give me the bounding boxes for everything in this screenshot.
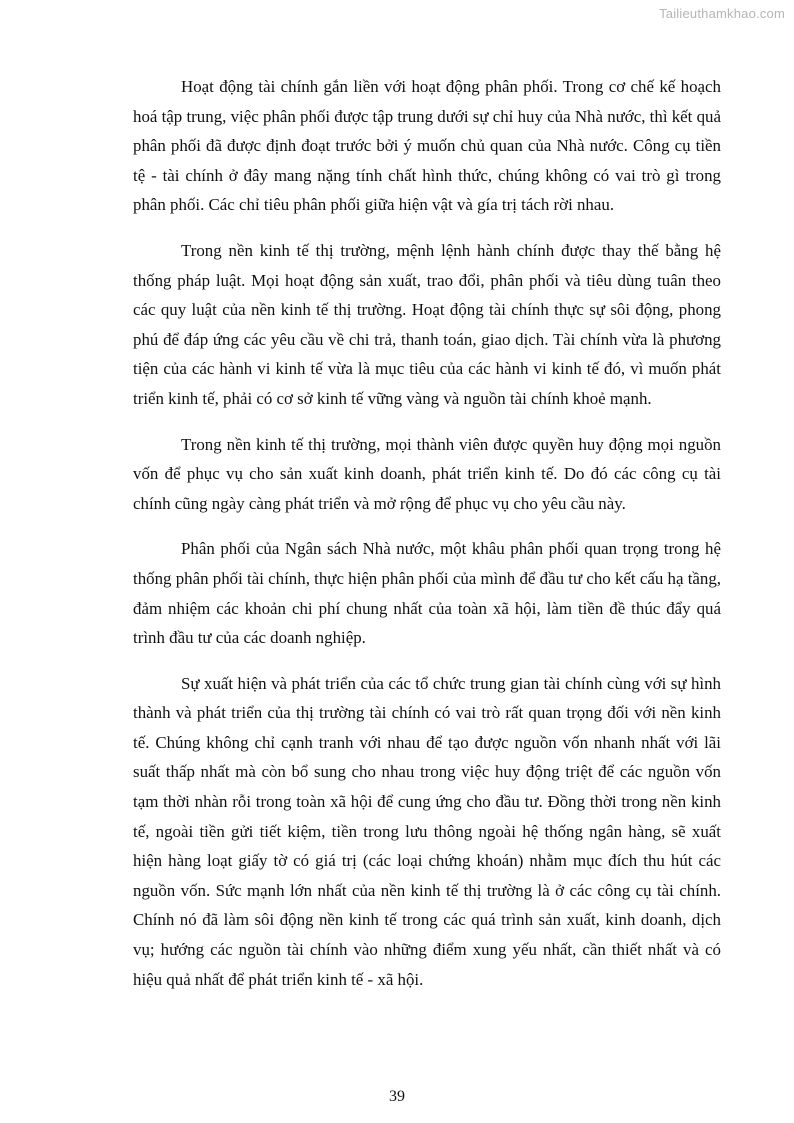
paragraph-3: Trong nền kinh tế thị trường, mọi thành viên được quyền huy động mọi nguồn vốn để phục vụ cho sản xuất kinh doanh, phát triển kinh tế. Do đó các công cụ tài chính cũng ngày càng phát triển và mở rộng để phục vụ cho yêu cầu này. [133,434,721,513]
paragraph-2: Trong nền kinh tế thị trường, mệnh lệnh hành chính được thay thế bằng hệ thống pháp luật. Mọi hoạt động sản xuất, trao đổi, phân phối và tiêu dùng tuân theo các quy luật của nền kinh tế thị trường. Hoạt động tài chính thực sự sôi động, phong phú để đáp ứng các yêu cầu về chi trả, thanh toán, giao dịch. Tài chính vừa là phương tiện của các hành vi kinh tế vừa là mục tiêu của các hành vi kinh tế đó, vì muốn phát triển kinh tế, phải có cơ sở kinh tế vững vàng và nguồn tài chính khoẻ mạnh. [133,240,721,408]
paragraph-4: Phân phối của Ngân sách Nhà nước, một khâu phân phối quan trọng trong hệ thống phân phối tài chính, thực hiện phân phối của mình để đầu tư cho kết cấu hạ tầng, đảm nhiệm các khoản chi phí chung nhất của toàn xã hội, làm tiền đề thúc đẩy quá trình đầu tư của các doanh nghiệp. [133,539,721,648]
document-body [133,72,721,1010]
page-number: 39 [389,1088,405,1105]
paragraph-5: Sự xuất hiện và phát triển của các tổ chức trung gian tài chính cùng với sự hình thành và phát triển của thị trường tài chính có vai trò rất quan trọng đối với nền kinh tế. Chúng không chỉ cạnh tranh với nhau để tạo được nguồn vốn nhanh nhất với lãi suất thấp nhất mà còn bổ sung cho nhau trong việc huy động triệt để các nguồn vốn tạm thời nhàn rỗi trong toàn xã hội để cung ứng cho đầu tư. Đồng thời trong nền kinh tế, ngoài tiền gửi tiết kiệm, tiền trong lưu thông ngoài hệ thống ngân hàng, sẽ xuất hiện hàng loạt giấy tờ có giá trị (các loại chứng khoán) nhằm mục đích thu hút các nguồn vốn. Sức mạnh lớn nhất của nền kinh tế thị trường là ở các công cụ tài chính. Chính nó đã làm sôi động nền kinh tế trong các quá trình sản xuất, kinh doanh, dịch vụ; hướng các nguồn tài chính vào những điểm xung yếu nhất, cần thiết nhất và có hiệu quả nhất để phát triển kinh tế - xã hội. [133,673,721,989]
paragraph-1: Hoạt động tài chính gắn liền với hoạt động phân phối. Trong cơ chế kế hoạch hoá tập trung, việc phân phối được tập trung dưới sự chỉ huy của Nhà nước, thì kết quả phân phối đã được định đoạt trước bởi ý muốn chủ quan của Nhà nước. Công cụ tiền tệ - tài chính ở đây mang nặng tính chất hình thức, chúng không có vai trò gì trong phân phối. Các chỉ tiêu phân phối giữa hiện vật và gía trị tách rời nhau. [133,77,721,215]
watermark: Tailieuthamkhao.com [659,6,785,21]
